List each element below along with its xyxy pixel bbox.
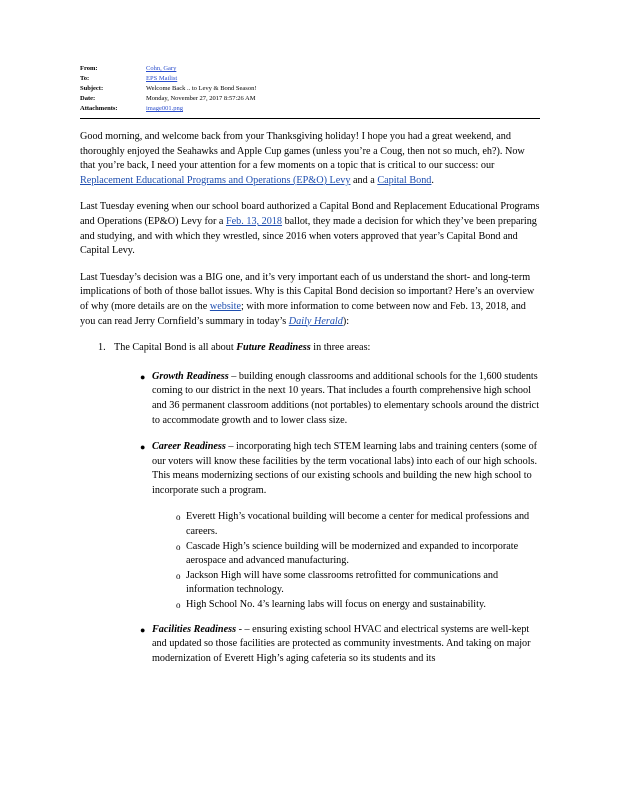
item-1-text-b: in three areas: [313,342,371,354]
attachments-row [80,104,520,114]
attachment-link[interactable]: image001.png [146,105,184,112]
subject-label: Subject: [80,85,104,92]
bullet-dot-icon: ● [140,371,146,382]
numbered-item-1 [98,341,542,356]
attachments-label: Attachments: [80,105,118,112]
sublist-item [176,540,542,569]
header-divider [80,118,540,119]
bullet-growth-readiness [140,370,542,428]
ballot-date-link[interactable]: Feb. 13, 2018 [225,215,283,227]
from-label: From: [80,65,98,72]
career-title: Career Readiness [152,441,226,453]
p1-and: and a [353,174,375,186]
sublist-item [176,510,542,539]
date-row [80,94,520,104]
email-header [80,64,520,114]
readiness-list [140,370,542,667]
date-label: Date: [80,95,96,102]
subject-value: Welcome Back .. to Levy & Bond Season! [146,85,257,92]
paragraph-1 [80,130,542,188]
email-body [80,130,542,678]
levy-link[interactable]: Replacement Educational Programs and Operations (EP&O) Levy [80,174,351,186]
paragraph-3 [80,271,542,329]
sublist-text: Cascade High’s science building will be modernized and expanded to incorporate aerospace and advanced manufacturing. [186,540,519,567]
p3-text-b: ; with more information to come between now and Feb. 13, 2018, and you can read Jerry Cornfield’s summary in today’s [80,300,526,327]
facilities-desc: - – ensuring existing school HVAC and electrical systems are well-kept and updated so those facilities are protected as community investments. And taking on major modernization of Everett High’s aging cafeteria so its students and its [152,623,531,664]
capital-bond-link[interactable]: Capital Bond [377,174,432,186]
to-row [80,74,520,84]
to-value[interactable]: EPS Mailist [146,75,178,82]
bullet-career-readiness [140,440,542,498]
p3-end: ): [342,315,350,327]
circle-bullet-icon: o [176,512,181,523]
growth-desc: – building enough classrooms and additional schools for the 1,600 students coming to our district in the next 10 years. That includes a fourth comprehensive high school and 36 permanent classroom additions (not portables) to elementary schools around the district to accommodate growth and to lower class size. [152,370,540,426]
bullet-career-text [152,440,542,498]
sublist-text: High School No. 4’s learning labs will focus on energy and sustainability. [186,599,486,611]
item-1-text-a: The Capital Bond is all about [114,342,234,354]
bullet-dot-icon: ● [140,442,146,453]
sublist-text: Everett High’s vocational building will become a center for medical professions and careers. [186,511,530,538]
item-number: 1. [98,342,106,354]
sublist-item [176,598,542,613]
sublist-text: Jackson High will have some classrooms retrofitted for communications and information technology. [186,569,499,596]
sublist-item [176,569,542,598]
bullet-growth-text [152,370,542,428]
p1-text: Good morning, and welcome back from your Thanksgiving holiday! I hope you had a great weekend, and thoroughly enjoyed the Seahawks and Apple Cup games (unless you’re a Coug, then not so much, eh?). Now that you’re back, I need your attention for a few moments on a topic that is critical to our success: our [80,131,525,172]
subject-row [80,84,520,94]
circle-bullet-icon: o [176,600,181,611]
p1-end: . [431,174,434,186]
p2-text-a: Last Tuesday evening when our school board authorized a Capital Bond and Replacement Educational Programs and Operations (EP&O) Levy for a [80,201,540,227]
item-1-text [114,341,370,356]
website-link[interactable]: website [209,300,241,312]
to-label: To: [80,75,90,82]
from-row [80,64,520,74]
daily-herald-link[interactable]: Daily Herald [288,315,343,327]
bullet-facilities-text [152,623,542,667]
bullet-facilities-readiness [140,623,542,667]
p2-text-b: ballot, they made a decision for which they’ve been preparing and studying, and with which they wrestled, since 2016 when voters approved that year’s Capital Bond and Capital Levy. [80,215,537,257]
circle-bullet-icon: o [176,570,181,581]
career-desc: – incorporating high tech STEM learning labs and training centers (some of our voters will know these facilities by the term vocational labs) into each of our high schools. This means modernizing sections of our existing schools and building the new high school to incorporate such a program. [152,441,538,496]
career-sublist [176,510,542,612]
from-value[interactable]: Cohn, Gary [146,65,177,72]
circle-bullet-icon: o [176,541,181,552]
p3-text-a: Last Tuesday’s decision was a BIG one, and it’s very important each of us understand the short- and long-term implications of both of those ballot issues. Why is this Capital Bond decision so important? Here’s an overview of why (more details are on the [80,271,535,312]
paragraph-2 [80,200,542,258]
future-readiness-emphasis: Future Readiness [236,342,311,354]
growth-title: Growth Readiness [152,370,229,382]
facilities-title: Facilities Readiness [152,623,237,635]
bullet-dot-icon: ● [140,624,146,635]
date-value: Monday, November 27, 2017 8:57:26 AM [146,95,256,102]
